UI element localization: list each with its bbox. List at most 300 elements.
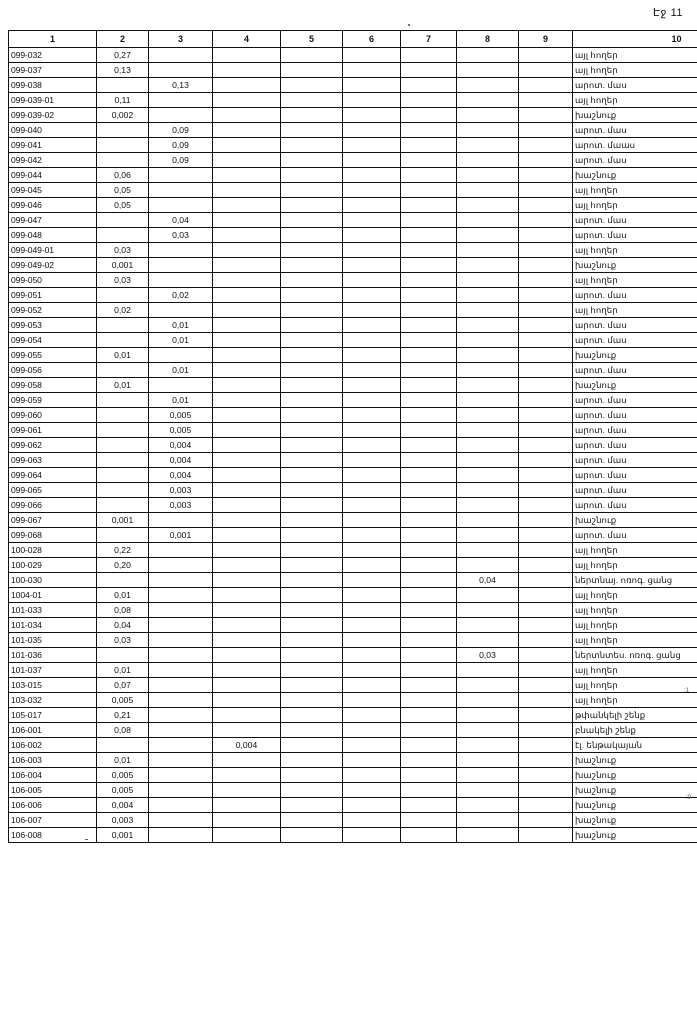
cell-value-col-5 bbox=[281, 78, 343, 93]
cell-value-col-7 bbox=[401, 558, 457, 573]
cell-parcel-code: 101-034 bbox=[9, 618, 97, 633]
cell-description: այլ հողեր bbox=[573, 633, 697, 648]
cell-value-col-3 bbox=[149, 768, 213, 783]
cell-parcel-code: 099-047 bbox=[9, 213, 97, 228]
cell-value-col-8 bbox=[457, 63, 519, 78]
cell-value-col-3 bbox=[149, 708, 213, 723]
cell-value-col-2 bbox=[97, 573, 149, 588]
cell-value-col-9 bbox=[519, 243, 573, 258]
cell-value-col-6 bbox=[343, 798, 401, 813]
cell-value-col-4 bbox=[213, 303, 281, 318]
cell-value-col-8 bbox=[457, 318, 519, 333]
table-row bbox=[9, 483, 697, 498]
cell-value-col-8 bbox=[457, 618, 519, 633]
cell-value-col-3: 0,09 bbox=[149, 138, 213, 153]
cell-value-col-6 bbox=[343, 603, 401, 618]
cell-value-col-4 bbox=[213, 213, 281, 228]
cell-value-col-2 bbox=[97, 438, 149, 453]
cell-value-col-6 bbox=[343, 828, 401, 843]
table-row bbox=[9, 783, 697, 798]
cell-value-col-5 bbox=[281, 648, 343, 663]
cell-parcel-code: 099-065 bbox=[9, 483, 97, 498]
cell-value-col-2: 0,004 bbox=[97, 798, 149, 813]
cell-value-col-8 bbox=[457, 138, 519, 153]
cell-value-col-3: 0,09 bbox=[149, 123, 213, 138]
cell-value-col-2: 0,005 bbox=[97, 768, 149, 783]
cell-value-col-6 bbox=[343, 738, 401, 753]
cell-value-col-3 bbox=[149, 558, 213, 573]
table-row bbox=[9, 513, 697, 528]
cell-parcel-code: 099-067 bbox=[9, 513, 97, 528]
cell-value-col-2: 0,07 bbox=[97, 678, 149, 693]
cell-value-col-9 bbox=[519, 453, 573, 468]
cell-value-col-6 bbox=[343, 678, 401, 693]
cell-value-col-5 bbox=[281, 633, 343, 648]
cell-parcel-code: 106-004 bbox=[9, 768, 97, 783]
cell-value-col-5 bbox=[281, 543, 343, 558]
cell-value-col-6 bbox=[343, 273, 401, 288]
cell-value-col-4 bbox=[213, 378, 281, 393]
cell-value-col-5 bbox=[281, 708, 343, 723]
cell-value-col-8 bbox=[457, 498, 519, 513]
cell-value-col-6 bbox=[343, 93, 401, 108]
cell-value-col-8 bbox=[457, 483, 519, 498]
cell-value-col-3 bbox=[149, 258, 213, 273]
cell-value-col-4 bbox=[213, 363, 281, 378]
cell-value-col-3 bbox=[149, 93, 213, 108]
cell-parcel-code: 099-040 bbox=[9, 123, 97, 138]
cell-value-col-4 bbox=[213, 243, 281, 258]
cell-value-col-8 bbox=[457, 813, 519, 828]
cell-value-col-5 bbox=[281, 603, 343, 618]
cell-value-col-9 bbox=[519, 378, 573, 393]
table-row bbox=[9, 228, 697, 243]
cell-value-col-6 bbox=[343, 558, 401, 573]
cell-value-col-4 bbox=[213, 618, 281, 633]
cell-value-col-9 bbox=[519, 603, 573, 618]
cell-value-col-3: 0,003 bbox=[149, 483, 213, 498]
cell-value-col-9 bbox=[519, 513, 573, 528]
cell-value-col-9 bbox=[519, 633, 573, 648]
cell-parcel-code: 099-042 bbox=[9, 153, 97, 168]
cell-parcel-code: 106-001 bbox=[9, 723, 97, 738]
cell-value-col-7 bbox=[401, 678, 457, 693]
cell-description: արոտ. մաս bbox=[573, 123, 697, 138]
cell-value-col-4 bbox=[213, 783, 281, 798]
cell-value-col-2 bbox=[97, 363, 149, 378]
cell-value-col-4 bbox=[213, 348, 281, 363]
cell-value-col-8 bbox=[457, 468, 519, 483]
cell-parcel-code: 106-002 bbox=[9, 738, 97, 753]
stray-ink-dot bbox=[408, 24, 410, 26]
column-header-1: 1 bbox=[9, 31, 97, 48]
cell-value-col-9 bbox=[519, 153, 573, 168]
cell-value-col-9 bbox=[519, 828, 573, 843]
table-row bbox=[9, 723, 697, 738]
cell-value-col-6 bbox=[343, 618, 401, 633]
cell-value-col-8 bbox=[457, 108, 519, 123]
cell-parcel-code: 099-060 bbox=[9, 408, 97, 423]
cell-value-col-4 bbox=[213, 168, 281, 183]
cell-value-col-9 bbox=[519, 393, 573, 408]
cell-value-col-5 bbox=[281, 678, 343, 693]
cell-value-col-7 bbox=[401, 378, 457, 393]
cell-value-col-6 bbox=[343, 513, 401, 528]
cell-value-col-8 bbox=[457, 633, 519, 648]
cell-value-col-5 bbox=[281, 153, 343, 168]
cell-value-col-8 bbox=[457, 363, 519, 378]
cell-description: արոտ. մաս bbox=[573, 528, 697, 543]
cell-value-col-8 bbox=[457, 93, 519, 108]
cell-value-col-9 bbox=[519, 813, 573, 828]
cell-value-col-6 bbox=[343, 423, 401, 438]
table-row bbox=[9, 603, 697, 618]
cell-value-col-9 bbox=[519, 258, 573, 273]
cell-description: այլ հողեր bbox=[573, 273, 697, 288]
cell-value-col-5 bbox=[281, 198, 343, 213]
cell-description: այլ հողեր bbox=[573, 678, 697, 693]
cell-value-col-9 bbox=[519, 198, 573, 213]
cell-value-col-9 bbox=[519, 168, 573, 183]
cell-description: արոտ. մաս bbox=[573, 333, 697, 348]
cell-value-col-2 bbox=[97, 213, 149, 228]
cell-value-col-9 bbox=[519, 798, 573, 813]
cell-value-col-2: 0,20 bbox=[97, 558, 149, 573]
table-row bbox=[9, 588, 697, 603]
cell-value-col-8 bbox=[457, 198, 519, 213]
cell-description: խաշնուք bbox=[573, 828, 697, 843]
cell-value-col-7 bbox=[401, 438, 457, 453]
cell-value-col-6 bbox=[343, 813, 401, 828]
cell-parcel-code: 101-035 bbox=[9, 633, 97, 648]
cell-value-col-5 bbox=[281, 438, 343, 453]
cell-value-col-2 bbox=[97, 78, 149, 93]
cell-value-col-5 bbox=[281, 753, 343, 768]
cell-value-col-2 bbox=[97, 468, 149, 483]
cell-value-col-8 bbox=[457, 48, 519, 63]
column-header-6: 6 bbox=[343, 31, 401, 48]
cell-value-col-8 bbox=[457, 558, 519, 573]
cell-value-col-7 bbox=[401, 108, 457, 123]
cell-value-col-3 bbox=[149, 663, 213, 678]
cell-description: այլ հողեր bbox=[573, 183, 697, 198]
cell-value-col-5 bbox=[281, 183, 343, 198]
cell-value-col-5 bbox=[281, 108, 343, 123]
cell-value-col-9 bbox=[519, 303, 573, 318]
table-row bbox=[9, 573, 697, 588]
cell-value-col-4 bbox=[213, 513, 281, 528]
cell-parcel-code: 099-056 bbox=[9, 363, 97, 378]
cell-value-col-5 bbox=[281, 288, 343, 303]
cell-value-col-3 bbox=[149, 198, 213, 213]
cell-value-col-4 bbox=[213, 573, 281, 588]
cell-value-col-9 bbox=[519, 423, 573, 438]
cell-value-col-2: 0,002 bbox=[97, 108, 149, 123]
cell-description: արոտ. մաս bbox=[573, 408, 697, 423]
table-row bbox=[9, 183, 697, 198]
cell-value-col-4 bbox=[213, 228, 281, 243]
cell-value-col-6 bbox=[343, 783, 401, 798]
cell-value-col-9 bbox=[519, 63, 573, 78]
cell-description: այլ հողեր bbox=[573, 543, 697, 558]
cell-value-col-6 bbox=[343, 288, 401, 303]
cell-value-col-6 bbox=[343, 573, 401, 588]
table-row bbox=[9, 108, 697, 123]
cell-value-col-5 bbox=[281, 723, 343, 738]
cell-value-col-2: 0,005 bbox=[97, 693, 149, 708]
cell-description: այլ հողեր bbox=[573, 48, 697, 63]
table-row bbox=[9, 828, 697, 843]
cell-value-col-6 bbox=[343, 528, 401, 543]
cell-value-col-2: 0,003 bbox=[97, 813, 149, 828]
table-row bbox=[9, 813, 697, 828]
column-header-5: 5 bbox=[281, 31, 343, 48]
cell-value-col-3 bbox=[149, 63, 213, 78]
cell-value-col-7 bbox=[401, 693, 457, 708]
cell-value-col-7 bbox=[401, 273, 457, 288]
cell-value-col-7 bbox=[401, 603, 457, 618]
cell-value-col-9 bbox=[519, 363, 573, 378]
cell-value-col-7 bbox=[401, 573, 457, 588]
cell-value-col-6 bbox=[343, 48, 401, 63]
cell-value-col-8: 0,04 bbox=[457, 573, 519, 588]
table-row bbox=[9, 198, 697, 213]
cell-value-col-9 bbox=[519, 648, 573, 663]
cell-value-col-8 bbox=[457, 738, 519, 753]
cell-description: արոտ. մաս bbox=[573, 483, 697, 498]
cell-value-col-8 bbox=[457, 393, 519, 408]
cell-value-col-4 bbox=[213, 453, 281, 468]
cell-value-col-2: 0,21 bbox=[97, 708, 149, 723]
cell-value-col-3 bbox=[149, 48, 213, 63]
cell-value-col-5 bbox=[281, 498, 343, 513]
cell-value-col-4 bbox=[213, 528, 281, 543]
cell-value-col-4 bbox=[213, 438, 281, 453]
cell-value-col-2: 0,001 bbox=[97, 513, 149, 528]
cell-value-col-4 bbox=[213, 423, 281, 438]
cell-value-col-7 bbox=[401, 753, 457, 768]
cell-value-col-2: 0,05 bbox=[97, 183, 149, 198]
cell-value-col-3 bbox=[149, 783, 213, 798]
cell-value-col-5 bbox=[281, 348, 343, 363]
cell-value-col-4 bbox=[213, 798, 281, 813]
cell-parcel-code: 103-032 bbox=[9, 693, 97, 708]
cell-value-col-9 bbox=[519, 783, 573, 798]
cell-description: արոտ. մաս bbox=[573, 228, 697, 243]
cell-value-col-3 bbox=[149, 828, 213, 843]
cell-value-col-3 bbox=[149, 168, 213, 183]
cell-value-col-2 bbox=[97, 738, 149, 753]
cell-description: այլ հողեր bbox=[573, 588, 697, 603]
cell-description: արոտ. մաս bbox=[573, 153, 697, 168]
table-row bbox=[9, 618, 697, 633]
cell-description: խաշնուք bbox=[573, 513, 697, 528]
cell-value-col-3: 0,01 bbox=[149, 318, 213, 333]
cell-parcel-code: 100-028 bbox=[9, 543, 97, 558]
cell-value-col-8 bbox=[457, 333, 519, 348]
cell-value-col-6 bbox=[343, 228, 401, 243]
cell-value-col-3: 0,02 bbox=[149, 288, 213, 303]
cell-value-col-9 bbox=[519, 183, 573, 198]
cell-parcel-code: 099-051 bbox=[9, 288, 97, 303]
cell-value-col-5 bbox=[281, 423, 343, 438]
cell-value-col-3: 0,01 bbox=[149, 363, 213, 378]
table-row bbox=[9, 693, 697, 708]
cell-value-col-4 bbox=[213, 288, 281, 303]
cell-value-col-2 bbox=[97, 288, 149, 303]
cell-value-col-6 bbox=[343, 723, 401, 738]
cell-parcel-code: 099-037 bbox=[9, 63, 97, 78]
cell-value-col-7 bbox=[401, 543, 457, 558]
cell-value-col-5 bbox=[281, 768, 343, 783]
cell-value-col-5 bbox=[281, 303, 343, 318]
cell-value-col-2 bbox=[97, 483, 149, 498]
cell-value-col-4 bbox=[213, 318, 281, 333]
cell-parcel-code: 099-053 bbox=[9, 318, 97, 333]
cell-parcel-code: 099-052 bbox=[9, 303, 97, 318]
cell-description: արոտ. մաս bbox=[573, 213, 697, 228]
cell-value-col-7 bbox=[401, 93, 457, 108]
cell-value-col-9 bbox=[519, 78, 573, 93]
cell-description: այլ հողեր bbox=[573, 693, 697, 708]
cell-value-col-7 bbox=[401, 213, 457, 228]
cell-value-col-3: 0,01 bbox=[149, 393, 213, 408]
cell-value-col-4 bbox=[213, 648, 281, 663]
table-row bbox=[9, 408, 697, 423]
cell-value-col-4 bbox=[213, 123, 281, 138]
cell-parcel-code: 099-061 bbox=[9, 423, 97, 438]
cell-value-col-7 bbox=[401, 363, 457, 378]
cell-value-col-9 bbox=[519, 48, 573, 63]
cell-parcel-code: 099-055 bbox=[9, 348, 97, 363]
cell-value-col-7 bbox=[401, 243, 457, 258]
cell-value-col-9 bbox=[519, 708, 573, 723]
cell-value-col-5 bbox=[281, 798, 343, 813]
cell-value-col-7 bbox=[401, 318, 457, 333]
cell-value-col-7 bbox=[401, 708, 457, 723]
cell-description: արոտ. մաս bbox=[573, 468, 697, 483]
cell-value-col-6 bbox=[343, 543, 401, 558]
cell-value-col-9 bbox=[519, 498, 573, 513]
cell-value-col-9 bbox=[519, 348, 573, 363]
cell-value-col-8 bbox=[457, 663, 519, 678]
cell-value-col-3: 0,01 bbox=[149, 333, 213, 348]
cell-value-col-2: 0,05 bbox=[97, 198, 149, 213]
cell-description: այլ հողեր bbox=[573, 63, 697, 78]
cell-value-col-2: 0,01 bbox=[97, 753, 149, 768]
cell-value-col-9 bbox=[519, 588, 573, 603]
cell-value-col-7 bbox=[401, 453, 457, 468]
cell-value-col-7 bbox=[401, 813, 457, 828]
cell-value-col-6 bbox=[343, 333, 401, 348]
cell-value-col-2: 0,22 bbox=[97, 543, 149, 558]
cell-value-col-8 bbox=[457, 603, 519, 618]
cell-value-col-8 bbox=[457, 768, 519, 783]
cell-parcel-code: 100-029 bbox=[9, 558, 97, 573]
table-row bbox=[9, 168, 697, 183]
table-row bbox=[9, 378, 697, 393]
cell-description: այլ հողեր bbox=[573, 603, 697, 618]
cell-parcel-code: 099-050 bbox=[9, 273, 97, 288]
cell-value-col-2: 0,13 bbox=[97, 63, 149, 78]
cell-value-col-3 bbox=[149, 273, 213, 288]
cell-value-col-4 bbox=[213, 78, 281, 93]
cell-parcel-code: 099-066 bbox=[9, 498, 97, 513]
cell-description: արոտ. մաս bbox=[573, 393, 697, 408]
cell-value-col-7 bbox=[401, 423, 457, 438]
cell-value-col-4 bbox=[213, 678, 281, 693]
cell-value-col-4 bbox=[213, 468, 281, 483]
cell-value-col-8 bbox=[457, 753, 519, 768]
page-number: Էջ 11 bbox=[652, 7, 683, 19]
cell-value-col-6 bbox=[343, 483, 401, 498]
cell-parcel-code: 099-038 bbox=[9, 78, 97, 93]
cell-value-col-5 bbox=[281, 228, 343, 243]
cell-value-col-9 bbox=[519, 288, 573, 303]
cell-value-col-6 bbox=[343, 438, 401, 453]
column-header-3: 3 bbox=[149, 31, 213, 48]
cell-description: այլ հողեր bbox=[573, 243, 697, 258]
cell-value-col-5 bbox=[281, 783, 343, 798]
table-row bbox=[9, 243, 697, 258]
cell-value-col-8 bbox=[457, 528, 519, 543]
cell-value-col-5 bbox=[281, 138, 343, 153]
cell-value-col-6 bbox=[343, 123, 401, 138]
cell-description: արոտ. մաս bbox=[573, 438, 697, 453]
cell-value-col-7 bbox=[401, 228, 457, 243]
cell-value-col-2 bbox=[97, 123, 149, 138]
cell-value-col-3 bbox=[149, 678, 213, 693]
cell-value-col-7 bbox=[401, 588, 457, 603]
cell-description: խաշնուք bbox=[573, 813, 697, 828]
cell-description: այլ հողեր bbox=[573, 618, 697, 633]
cell-value-col-6 bbox=[343, 363, 401, 378]
table-row bbox=[9, 288, 697, 303]
cell-value-col-3 bbox=[149, 378, 213, 393]
cell-description: այլ հողեր bbox=[573, 663, 697, 678]
cell-value-col-9 bbox=[519, 573, 573, 588]
cell-value-col-7 bbox=[401, 513, 457, 528]
cell-description: խաշնուք bbox=[573, 168, 697, 183]
table-row bbox=[9, 528, 697, 543]
cell-value-col-6 bbox=[343, 663, 401, 678]
table-row bbox=[9, 558, 697, 573]
cell-value-col-3: 0,004 bbox=[149, 438, 213, 453]
cell-parcel-code: 106-007 bbox=[9, 813, 97, 828]
cell-parcel-code: 101-033 bbox=[9, 603, 97, 618]
cell-value-col-6 bbox=[343, 693, 401, 708]
cell-value-col-5 bbox=[281, 588, 343, 603]
cell-value-col-7 bbox=[401, 168, 457, 183]
cell-value-col-5 bbox=[281, 93, 343, 108]
cell-value-col-2: 0,04 bbox=[97, 618, 149, 633]
cell-value-col-8 bbox=[457, 828, 519, 843]
cell-value-col-6 bbox=[343, 63, 401, 78]
cell-value-col-6 bbox=[343, 498, 401, 513]
cell-value-col-2: 0,005 bbox=[97, 783, 149, 798]
cell-value-col-2: 0,27 bbox=[97, 48, 149, 63]
cell-value-col-4 bbox=[213, 48, 281, 63]
cell-value-col-5 bbox=[281, 123, 343, 138]
cell-value-col-8 bbox=[457, 588, 519, 603]
table-row bbox=[9, 363, 697, 378]
cell-value-col-3 bbox=[149, 543, 213, 558]
cell-value-col-8 bbox=[457, 408, 519, 423]
cell-value-col-7 bbox=[401, 183, 457, 198]
cell-value-col-9 bbox=[519, 108, 573, 123]
cell-value-col-8 bbox=[457, 243, 519, 258]
cell-value-col-7 bbox=[401, 738, 457, 753]
